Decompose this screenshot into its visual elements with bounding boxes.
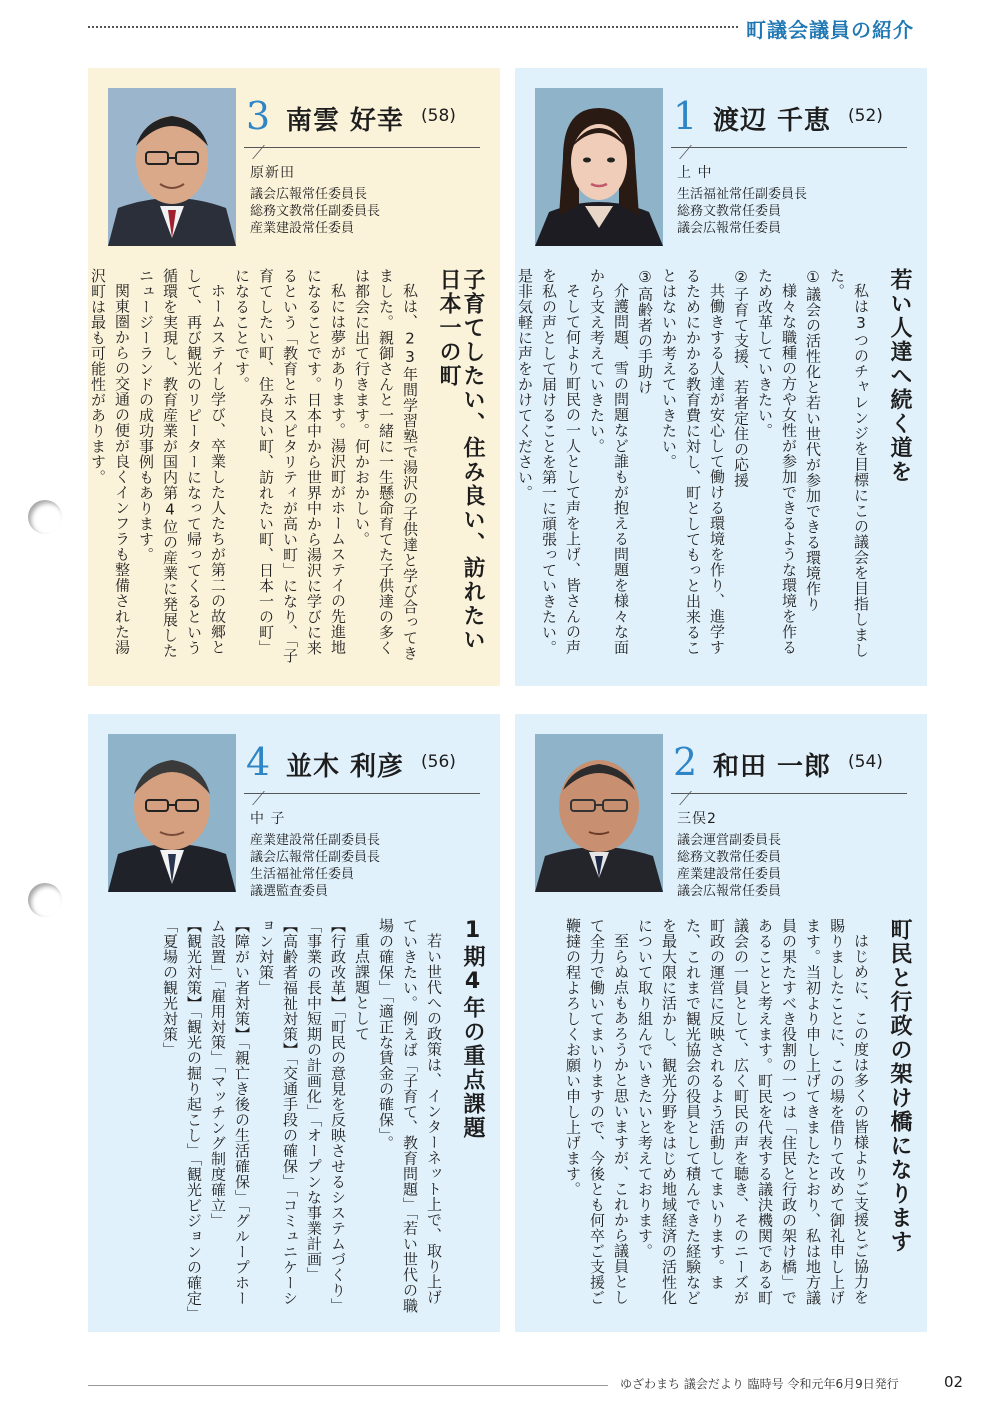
member-district: 上 中 xyxy=(677,165,713,181)
page-section-title: 町議会議員の紹介 xyxy=(746,18,914,42)
statement-paragraph: 関東圏からの交通の便が良くインフラも整備された湯沢町は最も可能性があります。 xyxy=(89,268,131,655)
role-item: 議会広報常任委員長 xyxy=(250,187,368,202)
statement-paragraph: 至らぬ点もあろうかと思いますが、これから議員として全力で働いてまいりますので、今後とも何卒ご支援ご鞭撻の程よろしくお願い申し上げます。 xyxy=(564,918,630,1306)
statement-paragraph: 私は、23年間学習塾で湯沢の子供達と学び合ってきました。親御さんと一緒に一生懸命育てた子供達の多くは都会に出て行きます。何かおかしい。 xyxy=(353,268,419,661)
member-name: 並木 利彦 xyxy=(286,752,405,782)
member-name: 渡辺 千恵 xyxy=(713,106,832,136)
member-number: 1 xyxy=(673,94,698,138)
role-item: 総務文教常任委員 xyxy=(677,850,782,865)
member-age: (54) xyxy=(848,752,883,772)
statement-paragraph: ホームステイし学び、卒業した人たちが第二の故郷として、再び観光のリピーターになって帰ってくるという循環を実現し、教育産業が国内第4位の産業に発展したニュージーランドの成功事例もあります。 xyxy=(137,268,227,659)
statement-paragraph: ②子育て支援、若者定住の応援 xyxy=(732,268,750,488)
statement-paragraph: 【観光対策】「観光の掘り起こし」「観光ビジョンの確定」「夏場の観光対策」 xyxy=(161,918,203,1314)
role-item: 生活福祉常任委員 xyxy=(250,867,355,882)
member-age: (56) xyxy=(421,752,456,772)
punch-hole-bottom xyxy=(28,883,62,917)
member-card-1 xyxy=(515,68,927,686)
member-card-2 xyxy=(515,714,927,1332)
statement-paragraph: 介護問題、雪の問題など誰もが抱える問題を様々な面から支え考えていきたい。 xyxy=(588,268,630,655)
name-underline xyxy=(671,147,907,148)
statement-paragraph: 【行政改革】「町民の意見を反映させるシステムづくり」「事業の長中短期の計画化」「オープンな事業計画」 xyxy=(305,918,347,1314)
role-item: 議選監査委員 xyxy=(250,884,329,899)
member-statement xyxy=(527,918,911,1314)
statement-paragraph: 様々な職種の方や女性が参加できるような環境を作るため改革していきたい。 xyxy=(756,268,798,655)
footer-rule xyxy=(88,1385,608,1386)
member-number: 3 xyxy=(246,94,271,138)
statement-paragraph: 【障がい者対策】「親亡き後の生活確保」「グループホーム設置」「雇用対策」「マッチング制度確立」 xyxy=(209,918,251,1306)
statement-paragraph: ①議会の活性化と若い世代が参加できる環境作り xyxy=(804,268,822,612)
role-item: 総務文教常任委員 xyxy=(677,204,782,219)
role-item: 議会広報常任委員 xyxy=(677,221,782,236)
role-item: 総務文教常任副委員長 xyxy=(250,204,381,219)
role-item: 産業建設常任副委員長 xyxy=(250,833,381,848)
member-photo xyxy=(535,88,663,246)
role-item: 産業建設常任委員 xyxy=(677,867,782,882)
statement-paragraph: ③高齢者の手助け xyxy=(636,268,654,395)
member-statement xyxy=(100,918,484,1314)
member-card-3 xyxy=(88,68,500,686)
member-roles xyxy=(677,832,781,900)
member-roles xyxy=(677,186,807,237)
statement-heading: 町民と行政の架け橋になります xyxy=(887,918,912,1254)
member-age: (52) xyxy=(848,106,883,126)
member-photo xyxy=(535,734,663,892)
statement-paragraph: 若い世代への政策は、インターネット上で、取り上げていきたい。例えば「子育て、教育問題」「若い世代の職場の確保」「適正な賃金の確保」。 xyxy=(377,918,443,1314)
member-statement xyxy=(89,268,485,668)
statement-heading: 1期4年の重点課題 xyxy=(460,918,485,1140)
member-photo xyxy=(108,88,236,246)
role-item: 産業建設常任委員 xyxy=(250,221,355,236)
member-district: 原新田 xyxy=(250,165,295,181)
role-item: 議会広報常任委員 xyxy=(677,884,782,899)
member-age: (58) xyxy=(421,106,456,126)
name-underline xyxy=(671,793,907,794)
statement-paragraph: 私には夢があります。湯沢町がホームステイの先進地になることです。日本中から世界中から湯沢に学びに来るという「教育とホスピタリティが高い町」になり、「子育てしたい町、住み良い町、訪れたい町、日本一の町」になることです。 xyxy=(233,268,347,664)
member-roles xyxy=(250,832,380,900)
role-item: 生活福祉常任副委員長 xyxy=(677,187,808,202)
name-underline xyxy=(244,147,480,148)
role-item: 議会運営副委員長 xyxy=(677,833,782,848)
page-number: 02 xyxy=(944,1373,964,1391)
punch-hole-top xyxy=(28,500,62,534)
statement-paragraph: 重点課題として xyxy=(353,933,371,1042)
statement-paragraph: はじめに、この度は多くの皆様よりご支援とご協力を賜りましたことに、この場を借りて改めて御礼申し上げます。当初より申し上げてきましたとおり、私は地方議員の果たすべき役割の一つは「住民と行政の架け橋」であることと考えます。町民を代表する議決機関である町議会の一員として、広く町民の声を聴き、そのニーズが町政の運営に反映されるよう活動してまいります。また、これまで観光協会の役員として積んできた経験などを最大限に活かし、観光分野をはじめ地域経済の活性化について取り組んでいきたいと考えております。 xyxy=(636,918,870,1306)
statement-paragraph: 【高齢者福祉対策】「交通手段の確保」「コミュニケーション対策」 xyxy=(257,918,299,1306)
name-underline xyxy=(244,793,480,794)
member-district: 中 子 xyxy=(250,811,286,827)
member-statement xyxy=(516,268,912,668)
member-number: 2 xyxy=(673,740,698,784)
member-number: 4 xyxy=(246,740,271,784)
member-name: 和田 一郎 xyxy=(713,752,832,782)
statement-paragraph: そして何より町民の一人として声を上げ、皆さんの声を私の声として届けることを第一に頑張っていきたい。是非気軽に声をかけてください。 xyxy=(516,268,582,656)
header-dotted-rule xyxy=(88,26,738,28)
footer-publication-info: ゆざわまち 議会だより 臨時号 令和元年6月9日発行 xyxy=(620,1377,899,1391)
statement-heading: 子育てしたい、住み良い、訪れたい日本一の町 xyxy=(436,268,485,652)
statement-paragraph: 私は3つのチャレンジを目標にこの議会を目指しました。 xyxy=(828,268,870,658)
member-name: 南雲 好幸 xyxy=(286,106,405,136)
statement-paragraph: 共働きする人達が安心して働ける環境を作り、進学するためにかかる教育費に対し、町としてもっと出来ることはないか考えていきたい。 xyxy=(660,268,726,656)
member-district: 三俣2 xyxy=(677,811,717,827)
member-photo xyxy=(108,734,236,892)
member-roles xyxy=(250,186,380,237)
role-item: 議会広報常任副委員長 xyxy=(250,850,381,865)
statement-heading: 若い人達へ続く道を xyxy=(887,268,912,484)
member-card-4 xyxy=(88,714,500,1332)
